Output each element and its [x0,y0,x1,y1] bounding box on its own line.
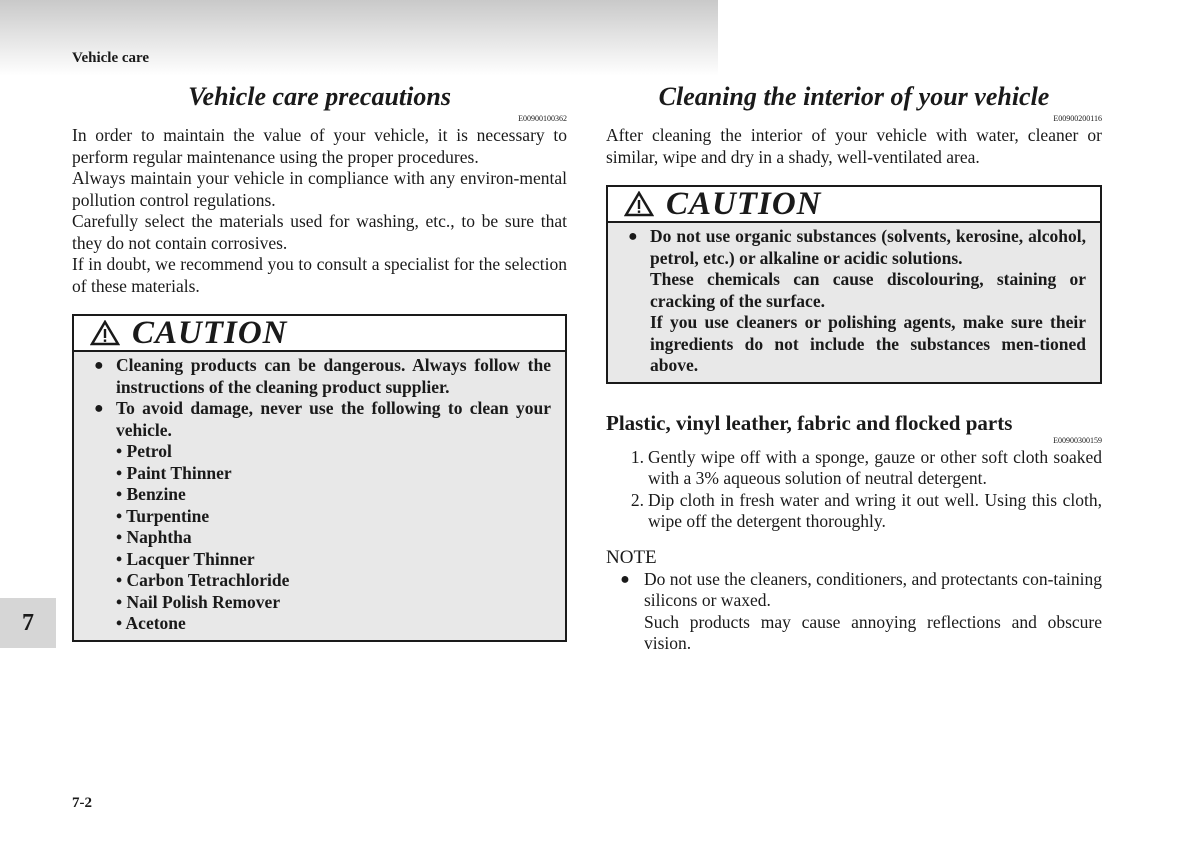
caution-body [74,352,565,640]
step-text: Dip cloth in fresh water and wring it out well. Using this cloth, wipe off the detergent thoroughly. [648,489,1102,531]
left-column [72,80,567,642]
bullet-dot: ● [620,570,630,588]
bullet-dot: ● [628,228,638,245]
caution-header [74,316,565,352]
note-label: NOTE [606,546,657,568]
warning-triangle-icon [624,191,654,217]
list-item [606,490,1102,533]
caution-header [608,187,1100,223]
bullet-dot: ● [94,357,104,374]
list-item: • Paint Thinner [116,462,232,483]
substance-list [94,441,551,635]
bullet-dot: ● [94,400,104,417]
paragraph: After cleaning the interior of your vehicle with water, cleaner or similar, wipe and dry in a shady, well-ventilated area. [606,125,1102,167]
chapter-tab: 7 [0,598,56,648]
warning-triangle-icon [90,320,120,346]
list-item: • Naphtha [116,527,192,547]
paragraph: If in doubt, we recommend you to consult a specialist for the selection of these materials. [72,254,567,296]
note-line [606,612,1102,655]
caution-text: These chemicals can cause discolouring, staining or cracking of the surface. [650,269,1086,311]
page-number: 7-2 [72,795,92,811]
document-code: E00900100362 [518,114,567,123]
right-column [606,80,1102,655]
subsection-title: Plastic, vinyl leather, fabric and flocked parts [606,410,1013,435]
caution-bullet: ● To avoid damage, never use the following to clean your vehicle. [94,398,551,440]
note-text: Such products may cause annoying reflections and obscure vision. [644,611,1102,653]
step-text: Gently wipe off with a sponge, gauze or other soft cloth soaked with a 3% aqueous solution of neutral detergent. [648,446,1102,488]
caution-bullet: ● Do not use organic substances (solvents, kerosine, alcohol, petrol, etc.) or alkaline or acidic solutions. [628,226,1086,268]
caution-box [72,314,567,642]
paragraph: Always maintain your vehicle in compliance with any environ-mental pollution control regulations. [72,168,567,210]
document-code: E00900300159 [1053,435,1102,445]
paragraph: Carefully select the materials used for washing, etc., to be sure that they do not contain corrosives. [72,211,567,253]
caution-body [608,223,1100,382]
list-item: • Turpentine [116,505,210,526]
note-text: Do not use the cleaners, conditioners, and protectants con-taining silicons or waxed. [644,568,1102,610]
list-item: • Acetone [116,613,186,633]
caution-text: If you use cleaners or polishing agents, make sure their ingredients do not include the substances men-tioned above. [650,312,1086,375]
step-number: 1. [630,446,644,467]
list-item: • Nail Polish Remover [116,591,281,612]
caution-title: CAUTION [132,314,288,351]
caution-bullet: ● Cleaning products can be dangerous. Always follow the instructions of the cleaning product supplier. [94,355,551,397]
caution-title: CAUTION [666,185,822,222]
list-item [606,447,1102,490]
list-item: • Lacquer Thinner [116,548,255,569]
document-code: E00900200116 [1053,114,1102,123]
list-item: • Carbon Tetrachloride [116,570,290,590]
list-item: • Benzine [116,484,186,504]
section-label: Vehicle care [72,50,150,66]
section-title: Vehicle care precautions [188,82,451,111]
list-item: • Petrol [116,441,172,461]
section-title: Cleaning the interior of your vehicle [658,82,1050,111]
paragraph: In order to maintain the value of your vehicle, it is necessary to perform regular maintenance using the proper procedures. [72,125,567,167]
note-bullet [606,569,1102,612]
step-number: 2. [630,489,644,510]
caution-box [606,185,1102,384]
